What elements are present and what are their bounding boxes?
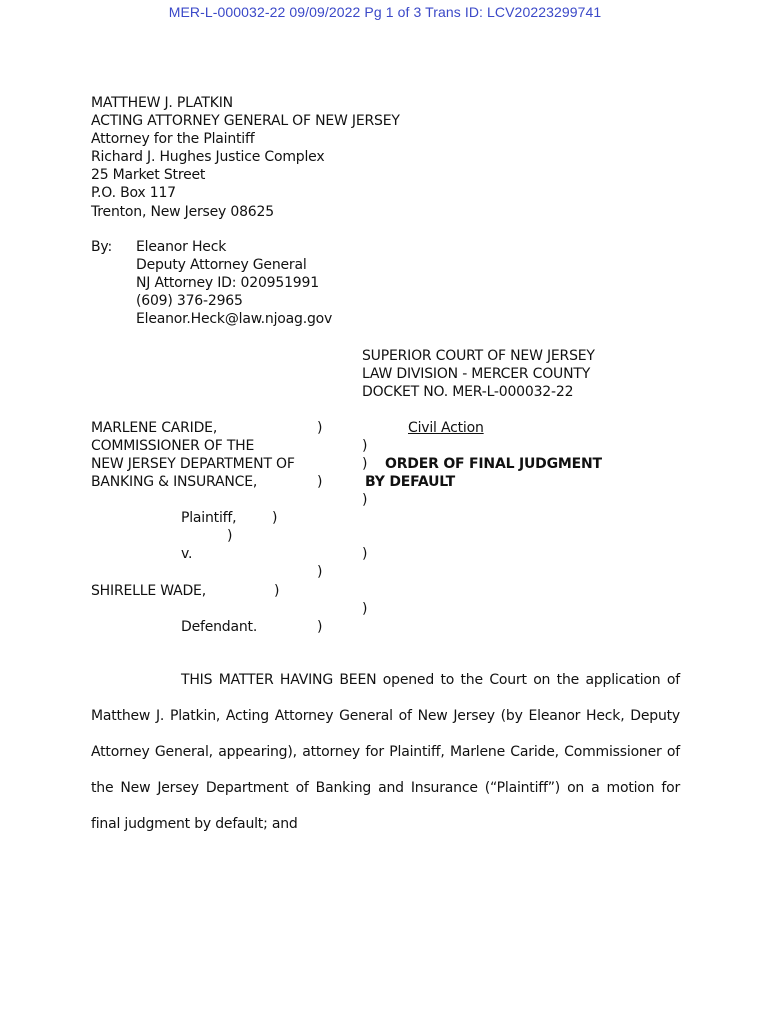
- by-phone: (609) 376-2965: [136, 293, 243, 309]
- attorney-role: Attorney for the Plaintiff: [91, 131, 255, 147]
- caption-paren: ): [272, 510, 278, 526]
- caption-paren: ): [317, 619, 323, 635]
- attorney-address-2: 25 Market Street: [91, 167, 206, 183]
- caption-paren: ): [362, 546, 368, 562]
- caption-paren: ): [362, 492, 368, 508]
- attorney-address-1: Richard J. Hughes Justice Complex: [91, 149, 325, 165]
- court-division: LAW DIVISION - MERCER COUNTY: [362, 366, 591, 382]
- order-title-line-1: ORDER OF FINAL JUDGMENT: [385, 456, 602, 472]
- order-title-line-2: BY DEFAULT: [365, 474, 455, 490]
- by-label: By:: [91, 239, 112, 255]
- court-name: SUPERIOR COURT OF NEW JERSEY: [362, 348, 595, 364]
- by-email: Eleanor.Heck@law.njoag.gov: [136, 311, 333, 327]
- caption-paren: ): [362, 438, 368, 454]
- filing-stamp: MER-L-000032-22 09/09/2022 Pg 1 of 3 Trans ID: LCV20223299741: [168, 4, 602, 20]
- plaintiff-label: Plaintiff,: [181, 510, 237, 526]
- defendant-name: SHIRELLE WADE,: [91, 583, 206, 599]
- caption-paren: ): [362, 456, 368, 472]
- body-paragraph: THIS MATTER HAVING BEEN opened to the Court on the application of Matthew J. Platkin, Acting Attorney General of New Jersey (by Eleanor Heck, Deputy Attorney General, appearing), attorney for Plaintiff, Marlene Caride, Commissioner of the New Jersey Department of Banking and Insurance (“Plaintiff”) on a motion for final judgment by default; and: [91, 672, 680, 832]
- versus: v.: [181, 546, 193, 562]
- caption-paren: ): [317, 420, 323, 436]
- caption-paren: ): [362, 601, 368, 617]
- plaintiff-line: BANKING & INSURANCE,: [91, 474, 258, 490]
- by-name: Eleanor Heck: [136, 239, 227, 255]
- caption-paren: ): [317, 564, 323, 580]
- caption-paren: ): [317, 474, 323, 490]
- attorney-address-4: Trenton, New Jersey 08625: [91, 204, 274, 220]
- by-attorney-id: NJ Attorney ID: 020951991: [136, 275, 319, 291]
- plaintiff-line: NEW JERSEY DEPARTMENT OF: [91, 456, 295, 472]
- plaintiff-line: COMMISSIONER OF THE: [91, 438, 255, 454]
- civil-action-label: Civil Action: [408, 420, 484, 436]
- caption-paren: ): [227, 528, 233, 544]
- attorney-title: ACTING ATTORNEY GENERAL OF NEW JERSEY: [91, 113, 400, 129]
- defendant-label: Defendant.: [181, 619, 258, 635]
- attorney-name: MATTHEW J. PLATKIN: [91, 95, 233, 111]
- docket-number: DOCKET NO. MER-L-000032-22: [362, 384, 574, 400]
- attorney-address-3: P.O. Box 117: [91, 185, 176, 201]
- plaintiff-line: MARLENE CARIDE,: [91, 420, 218, 436]
- by-title: Deputy Attorney General: [136, 257, 307, 273]
- caption-paren: ): [274, 583, 280, 599]
